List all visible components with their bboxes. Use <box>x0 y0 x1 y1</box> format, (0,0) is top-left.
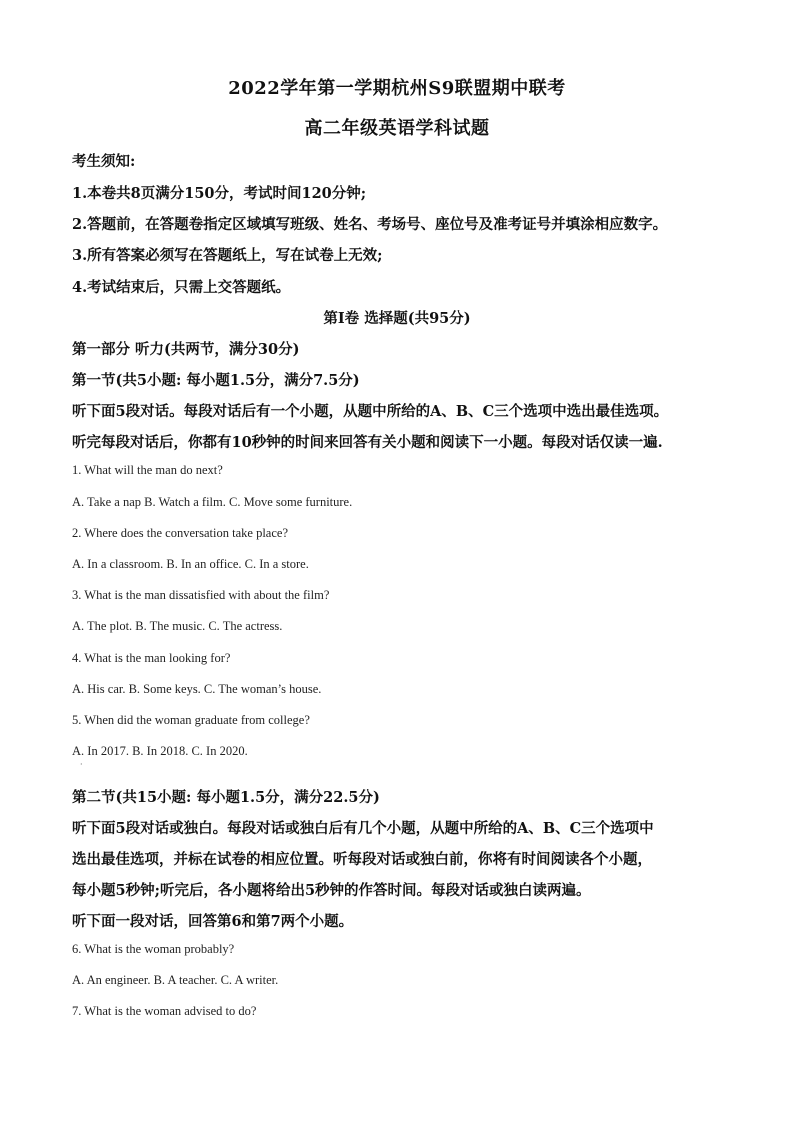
sub-instruction: 听下面一段对话，回答第6和第7两个小题。 <box>72 913 354 930</box>
question: 5. When did the woman graduate from college? <box>72 713 310 727</box>
section1-instruction: 听完每段对话后，你都有10秒钟的时间来回答有关小题和阅读下一小题。每段对话仅读一遍. <box>72 434 663 451</box>
question-options: A. In a classroom. B. In an office. C. In a store. <box>72 557 309 571</box>
stray-mark: · <box>80 760 83 769</box>
notice-item: 3.所有答案必须写在答题纸上，写在试卷上无效; <box>72 247 383 264</box>
notice-item: 4.考试结束后，只需上交答题纸。 <box>72 279 291 296</box>
volume-title: 第Ⅰ卷 选择题(共95分) <box>323 310 471 327</box>
notice-item: 2.答题前，在答题卷指定区域填写班级、姓名、考场号、座位号及准考证号并填涂相应数字。 <box>72 216 668 233</box>
question-options: A. Take a nap B. Watch a film. C. Move some furniture. <box>72 495 353 509</box>
notice-heading: 考生须知: <box>72 153 136 170</box>
section1-instruction: 听下面5段对话。每段对话后有一个小题，从题中所给的A、B、C三个选项中选出最佳选项。 <box>72 403 669 420</box>
section2-instruction: 每小题5秒钟;听完后，各小题将给出5秒钟的作答时间。每段对话或独白读两遍。 <box>72 882 591 899</box>
question: 6. What is the woman probably? <box>72 942 235 956</box>
question: 1. What will the man do next? <box>72 463 223 477</box>
part-title: 第一部分 听力(共两节，满分30分) <box>72 341 300 358</box>
section2-title: 第二节(共15小题: 每小题1.5分，满分22.5分) <box>72 789 380 806</box>
notice-item: 1.本卷共8页满分150分，考试时间120分钟; <box>72 185 367 202</box>
question: 7. What is the woman advised to do? <box>72 1004 257 1018</box>
question-options: A. An engineer. B. A teacher. C. A writer. <box>72 973 279 987</box>
section2-instruction: 听下面5段对话或独白。每段对话或独白后有几个小题，从题中所给的A、B、C三个选项中 <box>72 820 654 837</box>
question-options: A. In 2017. B. In 2018. C. In 2020. <box>72 744 248 758</box>
exam-title: 2022学年第一学期杭州S9联盟期中联考 <box>228 78 566 99</box>
question-options: A. His car. B. Some keys. C. The woman’s house. <box>72 682 322 696</box>
question: 2. Where does the conversation take place? <box>72 526 288 540</box>
section2-instruction: 选出最佳选项，并标在试卷的相应位置。听每段对话或独白前，你将有时间阅读各个小题， <box>72 851 652 868</box>
question-options: A. The plot. B. The music. C. The actress. <box>72 619 283 633</box>
question: 4. What is the man looking for? <box>72 651 231 665</box>
exam-subtitle: 高二年级英语学科试题 <box>304 118 490 139</box>
question: 3. What is the man dissatisfied with about the film? <box>72 588 330 602</box>
section1-title: 第一节(共5小题: 每小题1.5分，满分7.5分) <box>72 372 360 389</box>
